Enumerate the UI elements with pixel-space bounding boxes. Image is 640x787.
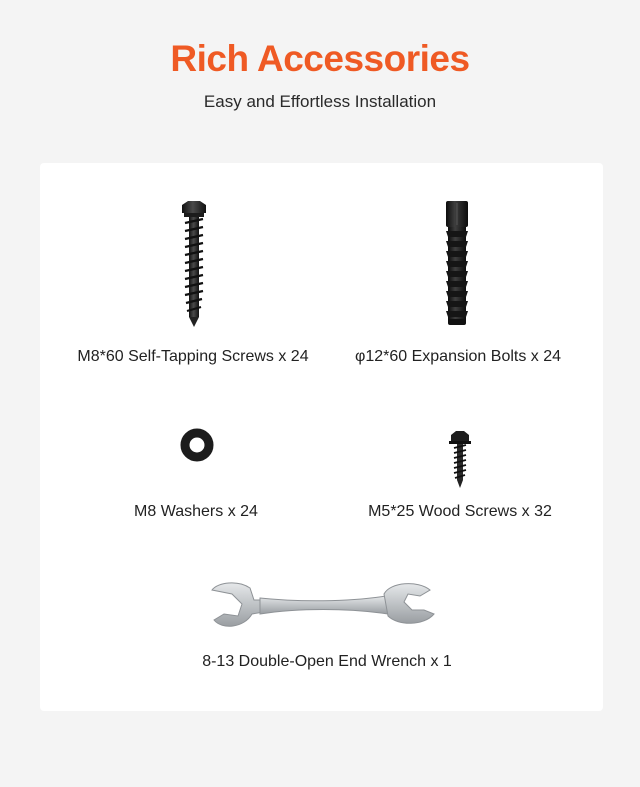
lag-screw-icon — [174, 201, 214, 331]
wood-screw-icon — [448, 431, 472, 489]
washer-icon — [180, 428, 214, 462]
page-subtitle: Easy and Effortless Installation — [203, 92, 437, 111]
accessory-label: M8 Washers x 24 — [134, 503, 258, 520]
expansion-bolt-icon — [442, 201, 472, 327]
accessory-label: M8*60 Self-Tapping Screws x 24 — [77, 348, 309, 365]
page-title: Rich Accessories — [170, 38, 470, 79]
accessories-card — [40, 163, 603, 711]
accessory-label: φ12*60 Expansion Bolts x 24 — [354, 348, 562, 365]
accessory-label: 8-13 Double-Open End Wrench x 1 — [202, 653, 452, 670]
accessory-label: M5*25 Wood Screws x 32 — [368, 503, 552, 520]
wrench-icon — [208, 580, 438, 636]
